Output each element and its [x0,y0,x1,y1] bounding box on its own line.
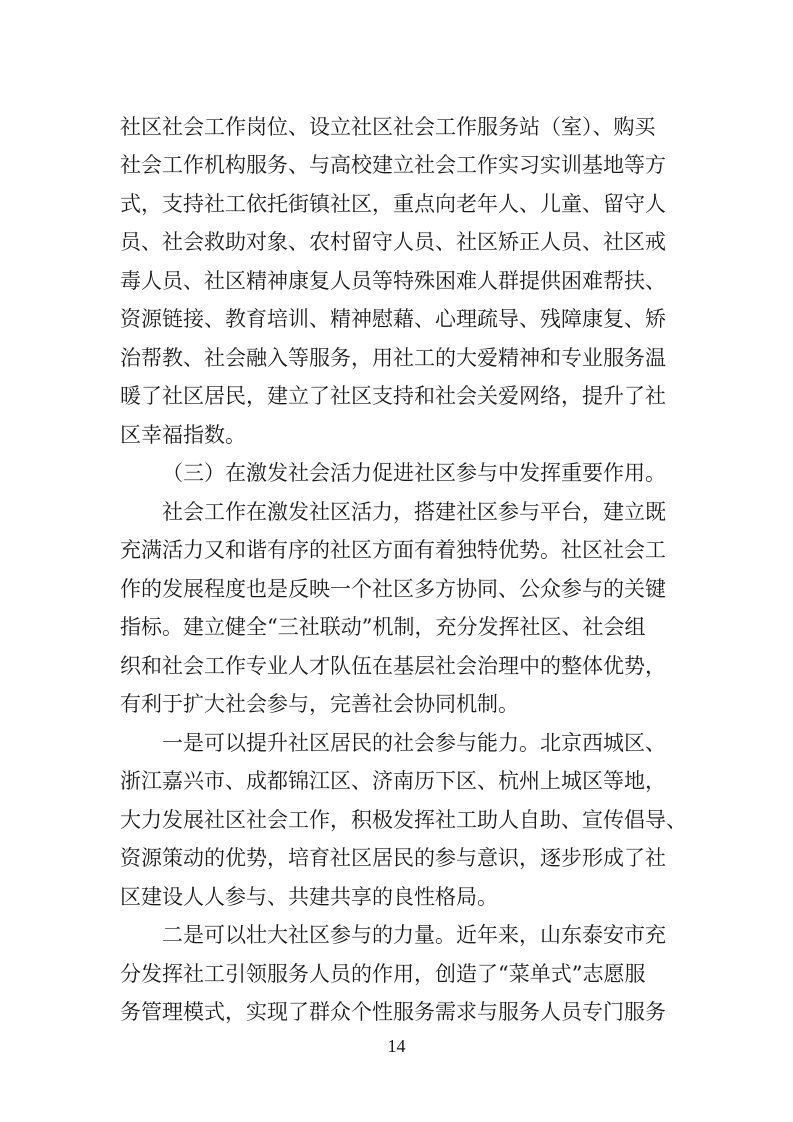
text-line: 充满活力又和谐有序的社区方面有着独特优势。社区社会工 [120,538,666,562]
text-line: 暖了社区居民，建立了社区支持和社会关爱网络，提升了社 [120,384,666,408]
text-line: 二是可以壮大社区参与的力量。近年来，山东泰安市充 [162,923,666,947]
text-line: 员、社会救助对象、农村留守人员、社区矫正人员、社区戒 [120,230,666,254]
text-line: 区建设人人参与、共建共享的良性格局。 [120,885,498,909]
text-line: 区幸福指数。 [120,423,246,447]
text-line: 浙江嘉兴市、成都锦江区、济南历下区、杭州上城区等地， [120,769,666,793]
text-line: 有利于扩大社会参与，完善社会协同机制。 [120,692,519,716]
text-line: 织和社会工作专业人才队伍在基层社会治理中的整体优势， [120,654,666,678]
text-line: 务管理模式，实现了群众个性服务需求与服务人员专门服务 [120,1000,666,1024]
text-line: 社会工作在激发社区活力，搭建社区参与平台，建立既 [162,500,666,524]
text-line: 一是可以提升社区居民的社会参与能力。北京西城区、 [162,731,666,755]
text-line: 指标。建立健全“三社联动”机制，充分发挥社区、社会组 [120,615,646,639]
page-number: 14 [387,1036,406,1056]
text-line: 资源策动的优势，培育社区居民的参与意识，逐步形成了社 [120,846,666,870]
text-line: 分发挥社工引领服务人员的作用，创造了“菜单式”志愿服 [120,962,646,986]
text-line: 治帮教、社会融入等服务，用社工的大爱精神和专业服务温 [120,346,666,370]
text-line: 社区社会工作岗位、设立社区社会工作服务站（室）、购买 [120,115,656,139]
text-line: 式，支持社工依托街镇社区，重点向老年人、儿童、留守人 [120,192,666,216]
text-line: 大力发展社区社会工作，积极发挥社工助人自助、宣传倡导、 [120,808,687,832]
text-line: 毒人员、社区精神康复人员等特殊困难人群提供困难帮扶、 [120,269,666,293]
text-line: 资源链接、教育培训、精神慰藉、心理疏导、残障康复、矫 [120,307,666,331]
section-heading: （三）在激发社会活力促进社区参与中发挥重要作用。 [162,461,666,485]
text-line: 社会工作机构服务、与高校建立社会工作实习实训基地等方 [120,153,666,177]
text-line: 作的发展程度也是反映一个社区多方协同、公众参与的关键 [120,577,666,601]
